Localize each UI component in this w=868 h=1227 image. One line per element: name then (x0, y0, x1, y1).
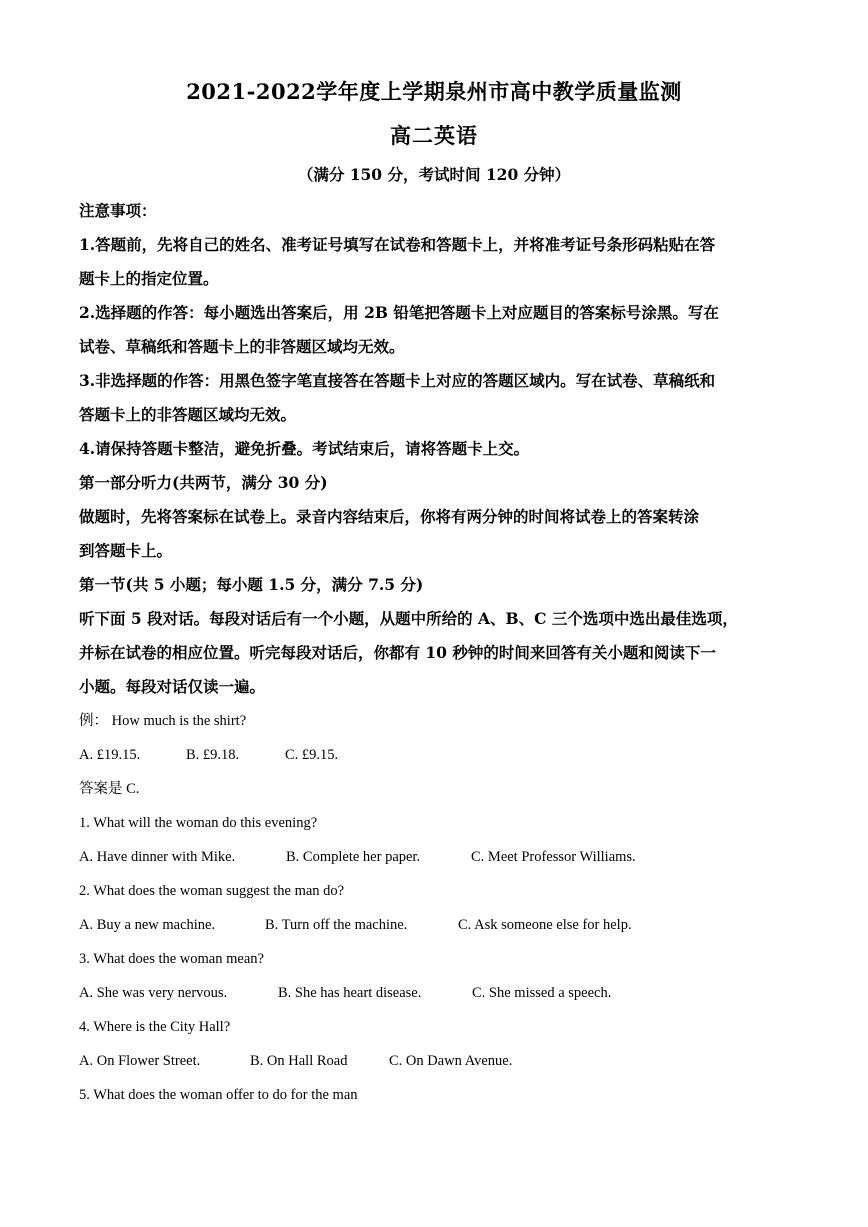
question-2-options (79, 908, 779, 942)
question-2: 2. What does the woman suggest the man do? (79, 883, 345, 899)
question-4: 4. Where is the City Hall? (79, 1019, 231, 1035)
section1-line-3: 小题。每段对话仅读一遍。 (79, 677, 266, 696)
q4-option-b: B. On Hall Road (250, 1053, 348, 1069)
q4-option-a: A. On Flower Street. (79, 1053, 201, 1069)
part1-heading: 第一部分听力(共两节，满分 30 分) (79, 473, 328, 492)
section1-line-1: 听下面 5 段对话。每段对话后有一个小题，从题中所给的 A、B、C 三个选项中选出最佳选项， (79, 609, 738, 628)
notice-item-2-line-1: 2.选择题的作答：每小题选出答案后，用 2B 铅笔把答题卡上对应题目的答案标号涂黑。写在 (79, 303, 719, 322)
notice-item-4: 4.请保持答题卡整洁，避免折叠。考试结束后，请将答题卡上交。 (79, 439, 530, 458)
score-time: （满分 150 分，考试时间 120 分钟） (297, 165, 571, 184)
section1-heading: 第一节(共 5 小题；每小题 1.5 分，满分 7.5 分) (79, 575, 424, 594)
notice-item-3-line-1: 3.非选择题的作答：用黑色签字笔直接答在答题卡上对应的答题区域内。写在试卷、草稿纸和 (79, 371, 716, 390)
example-option-a: A. £19.15. (79, 747, 141, 763)
question-4-options (79, 1044, 779, 1078)
example-option-b: B. £9.18. (186, 747, 240, 763)
question-3: 3. What does the woman mean? (79, 951, 264, 967)
q3-option-c: C. She missed a speech. (472, 985, 612, 1001)
q4-option-c: C. On Dawn Avenue. (389, 1053, 513, 1069)
question-1-options (79, 840, 779, 874)
notice-item-1-line-1: 1.答题前，先将自己的姓名、准考证号填写在试卷和答题卡上，并将准考证号条形码粘贴在答 (79, 235, 716, 254)
notice-item-2-line-2: 试卷、草稿纸和答题卡上的非答题区域均无效。 (79, 337, 405, 356)
example-answer: 答案是 C. (79, 781, 140, 797)
q2-option-c: C. Ask someone else for help. (458, 917, 632, 933)
section1-line-2: 并标在试卷的相应位置。听完每段对话后，你都有 10 秒钟的时间来回答有关小题和阅读下一 (79, 643, 716, 662)
part1-intro-line-2: 到答题卡上。 (79, 541, 173, 560)
exam-subject: 高二英语 (390, 123, 478, 148)
q1-option-c: C. Meet Professor Williams. (471, 849, 636, 865)
example-question: 例： How much is the shirt? (79, 713, 247, 729)
example-option-c: C. £9.15. (285, 747, 339, 763)
q3-option-a: A. She was very nervous. (79, 985, 228, 1001)
notice-item-1-line-2: 题卡上的指定位置。 (79, 269, 219, 288)
q1-option-a: A. Have dinner with Mike. (79, 849, 236, 865)
notice-heading: 注意事项： (79, 201, 157, 220)
question-3-options (79, 976, 779, 1010)
example-options (79, 738, 679, 772)
question-1: 1. What will the woman do this evening? (79, 815, 318, 831)
question-5: 5. What does the woman offer to do for the man (79, 1087, 358, 1103)
q3-option-b: B. She has heart disease. (278, 985, 422, 1001)
notice-item-3-line-2: 答题卡上的非答题区域均无效。 (79, 405, 297, 424)
q1-option-b: B. Complete her paper. (286, 849, 421, 865)
q2-option-a: A. Buy a new machine. (79, 917, 216, 933)
q2-option-b: B. Turn off the machine. (265, 917, 408, 933)
part1-intro-line-1: 做题时，先将答案标在试卷上。录音内容结束后，你将有两分钟的时间将试卷上的答案转涂 (79, 507, 700, 526)
exam-title: 2021-2022学年度上学期泉州市高中教学质量监测 (186, 79, 682, 104)
